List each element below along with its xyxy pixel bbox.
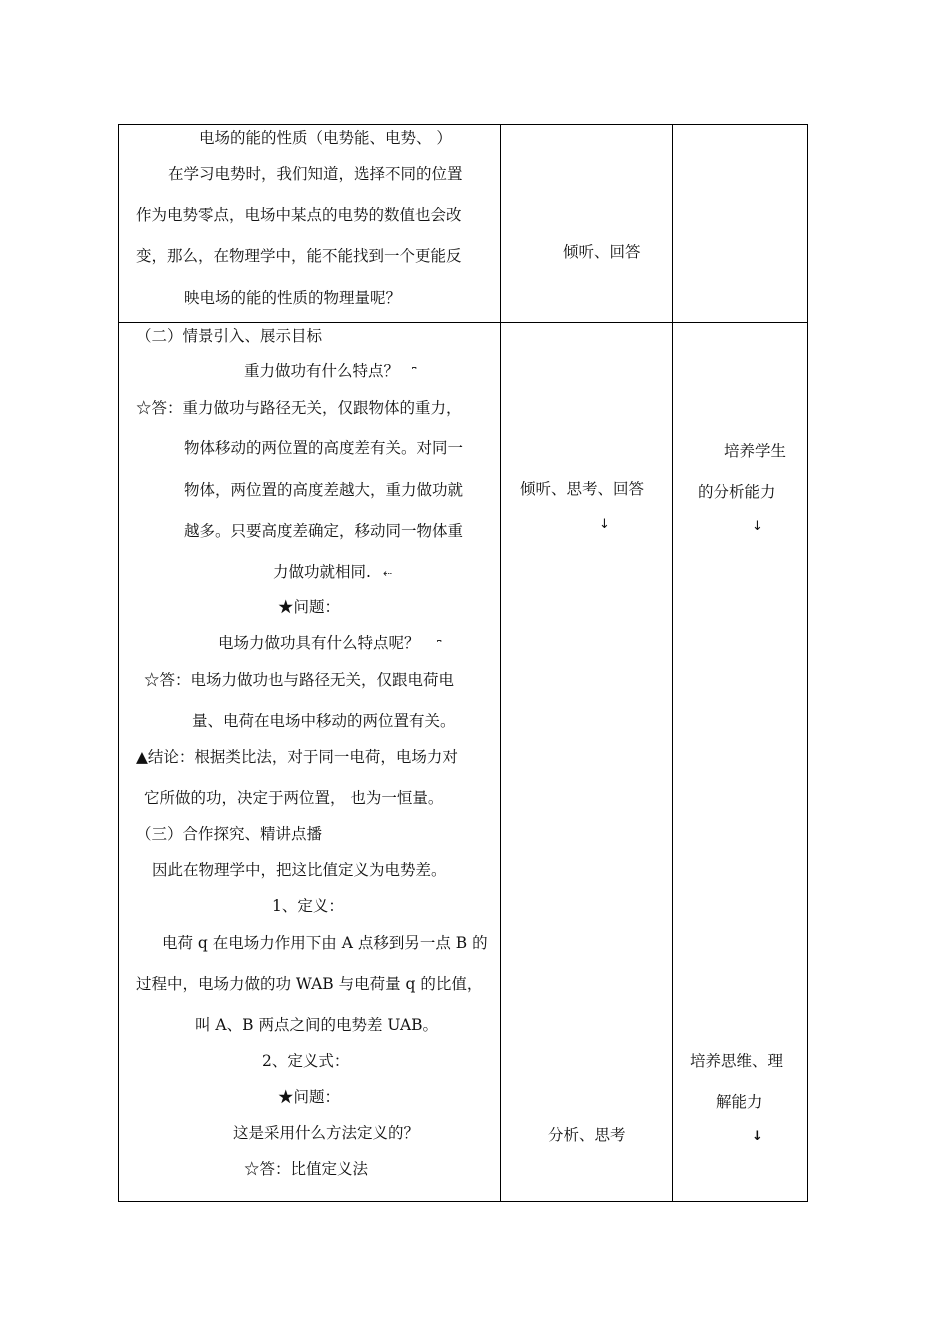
definition-heading: 1、定义： [272, 897, 344, 915]
arrow-down-icon: ↓ [752, 1129, 763, 1144]
column-divider-2 [672, 124, 673, 1202]
corner-mark: ⎴ [412, 367, 417, 380]
gravity-answer-5: 力做功就相同. [273, 563, 371, 581]
gravity-answer-4: 越多。只要高度差确定，移动同一物体重 [184, 522, 464, 540]
question-label-1: ★问题： [278, 598, 341, 616]
electric-answer-2: 量、电荷在电场中移动的两位置有关。 [192, 712, 456, 730]
question-label-2: ★问题： [278, 1088, 341, 1106]
gravity-question: 重力做功有什么特点？ [244, 362, 400, 380]
row1-line-3: 作为电势零点，电场中某点的电势的数值也会改 [136, 206, 462, 224]
corner-mark-2: ⎴ [437, 640, 442, 653]
lesson-table [118, 124, 808, 1202]
definition-line-1: 电荷 q 在电场力作用下由 A 点移到另一点 B 的 [162, 934, 488, 952]
row1-student-activity: 倾听、回答 [563, 243, 641, 261]
section-3-heading: （三）合作探究、精讲点播 [136, 825, 323, 843]
definition-line-3: 叫 A、B 两点之间的电势差 UAB。 [195, 1016, 439, 1034]
student-activity-1: 倾听、思考、回答 [520, 480, 645, 498]
student-activity-2: 分析、思考 [548, 1126, 626, 1144]
formula-heading: 2、定义式： [262, 1052, 350, 1070]
row1-line-2: 在学习电势时，我们知道，选择不同的位置 [168, 165, 463, 183]
intent-1-line-1: 培养学生 [724, 442, 787, 460]
conclusion-1: ▲结论：根据类比法，对于同一电荷，电场力对 [136, 748, 458, 766]
arrow-down-icon: ↓ [599, 517, 610, 532]
section-2-heading: （二）情景引入、展示目标 [136, 327, 323, 345]
intent-2-line-1: 培养思维、理 [690, 1052, 784, 1070]
row1-line-1: 电场的能的性质（电势能、电势、 ） [199, 129, 452, 147]
row1-line-5: 映电场的能的性质的物理量呢？ [184, 289, 402, 307]
definition-line-2: 过程中，电场力做的功 WAB 与电荷量 q 的比值， [136, 975, 483, 993]
arrow-down-icon: ↓ [752, 519, 763, 534]
gravity-answer-1: ☆答：重力做功与路径无关，仅跟物体的重力， [136, 399, 462, 417]
conclusion-2: 它所做的功，决定于两位置， 也为一恒量。 [144, 789, 444, 807]
row-divider [118, 322, 808, 323]
column-divider-1 [500, 124, 501, 1202]
method-question: 这是采用什么方法定义的？ [233, 1124, 420, 1142]
row1-line-4: 变，那么，在物理学中，能不能找到一个更能反 [136, 247, 462, 265]
method-answer: ☆答：比值定义法 [244, 1160, 369, 1178]
definition-intro: 因此在物理学中，把这比值定义为电势差。 [152, 861, 447, 879]
intent-1-line-2: 的分析能力 [698, 483, 776, 501]
gravity-answer-3: 物体，两位置的高度差越大，重力做功就 [184, 481, 464, 499]
electric-question: 电场力做功具有什么特点呢？ [218, 634, 420, 652]
electric-answer-1: ☆答：电场力做功也与路径无关，仅跟电荷电 [144, 671, 455, 689]
intent-2-line-2: 解能力 [716, 1093, 763, 1111]
gravity-answer-2: 物体移动的两位置的高度差有关。对同一 [184, 439, 464, 457]
return-mark: ⇠ [383, 567, 393, 580]
